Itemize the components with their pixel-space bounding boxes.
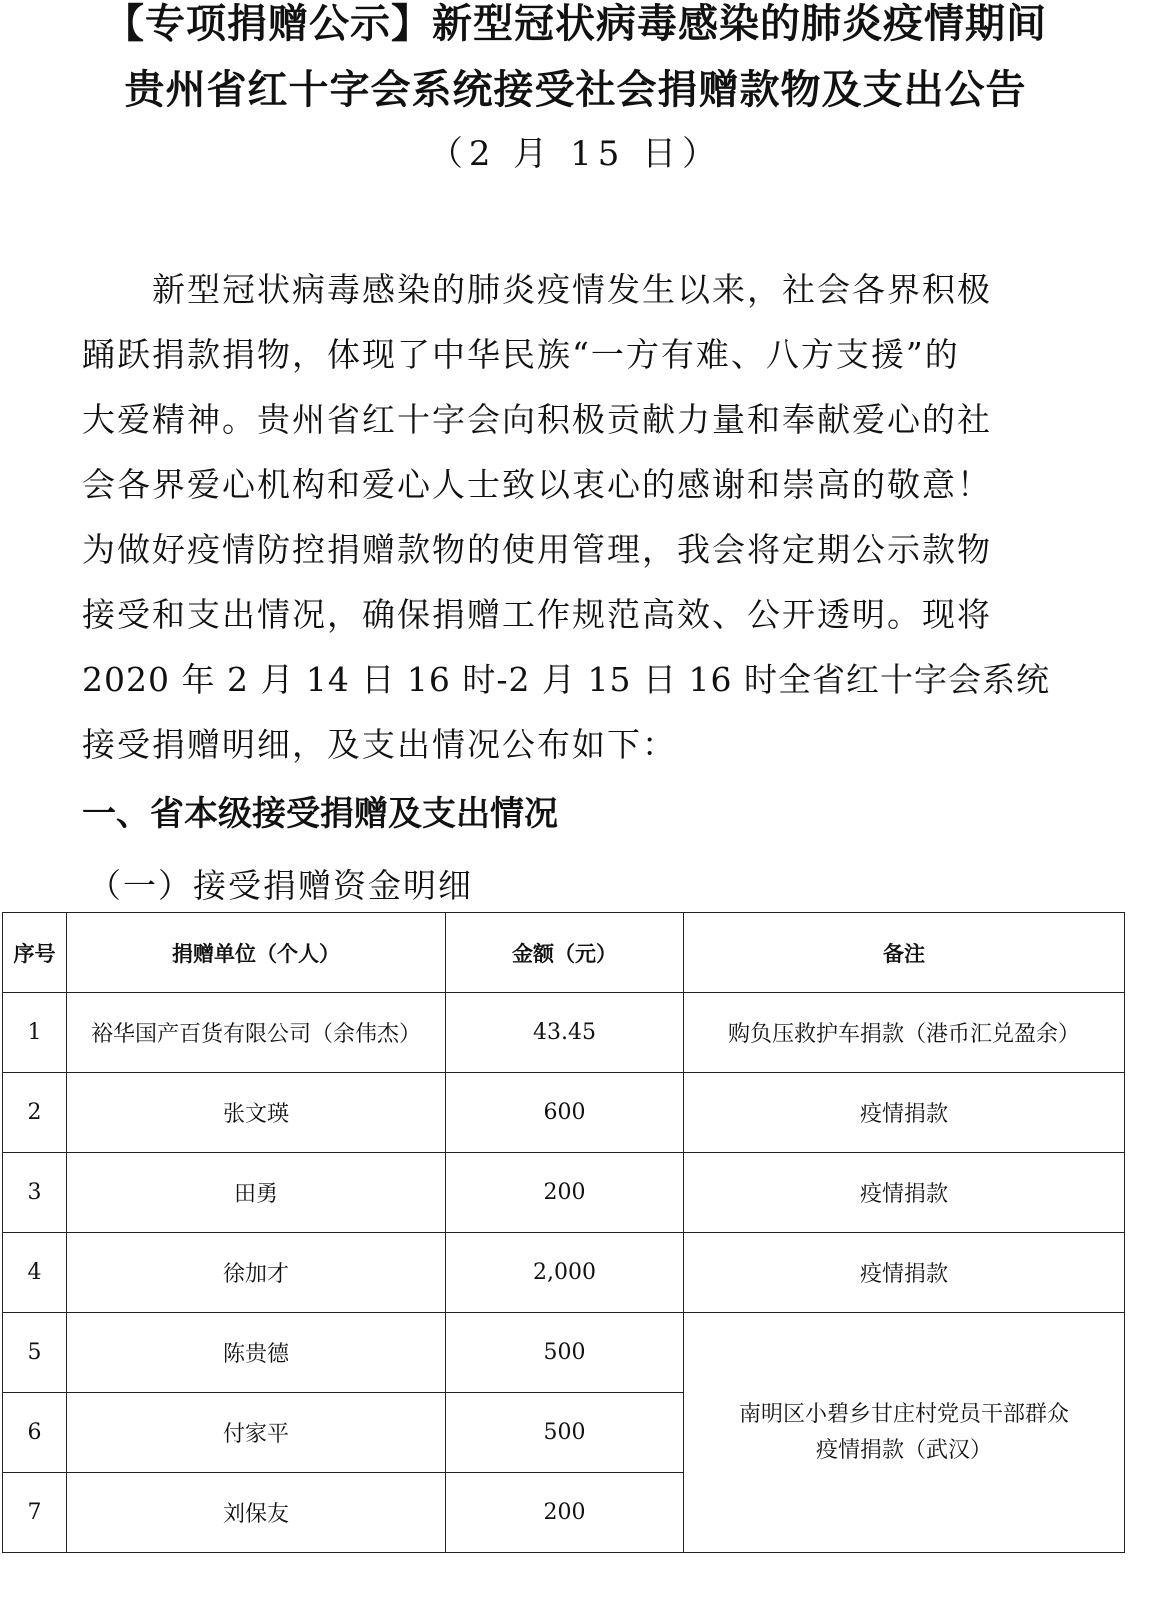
cell-donor: 刘保友 [67, 1473, 446, 1553]
intro-line: 为做好疫情防控捐赠款物的使用管理，我会将定期公示款物 [82, 530, 992, 569]
intro-line: 接受和支出情况，确保捐赠工作规范高效、公开透明。现将 [82, 595, 992, 634]
cell-donor: 徐加才 [67, 1233, 446, 1313]
section-subheading: （一）接受捐赠资金明细 [88, 866, 473, 905]
cell-serial-no: 4 [3, 1233, 67, 1313]
table-row [3, 1153, 1125, 1233]
intro-line: 大爱精神。贵州省红十字会向积极贡献力量和奉献爱心的社 [82, 400, 992, 439]
cell-note: 疫情捐款 [684, 1073, 1125, 1153]
cell-donor: 陈贵德 [67, 1313, 446, 1393]
cell-amount: 200 [446, 1473, 684, 1553]
cell-donor: 付家平 [67, 1393, 446, 1473]
table-row [3, 1073, 1125, 1153]
cell-donor: 田勇 [67, 1153, 446, 1233]
cell-amount: 500 [446, 1393, 684, 1473]
section-heading: 一、省本级接受捐赠及支出情况 [82, 794, 558, 834]
table-header-row [3, 913, 1125, 993]
cell-amount: 500 [446, 1313, 684, 1393]
cell-serial-no: 2 [3, 1073, 67, 1153]
cell-donor: 裕华国产百货有限公司（余伟杰） [67, 993, 446, 1073]
merged-note-line-1: 南明区小碧乡甘庄村党员干部群众 [738, 1401, 1069, 1427]
intro-line: 2020 年 2 月 14 日 16 时-2 月 15 日 16 时全省红十字会系统 [82, 660, 1050, 699]
cell-note: 疫情捐款 [684, 1233, 1125, 1313]
cell-note: 疫情捐款 [684, 1153, 1125, 1233]
table-row [3, 1233, 1125, 1313]
table-row [3, 1313, 1125, 1393]
document-title-line-1: 【专项捐赠公示】新型冠状病毒感染的肺炎疫情期间 [104, 1, 1047, 47]
donation-table [2, 912, 1125, 1553]
intro-line: 踊跃捐款捐物，体现了中华民族“一方有难、八方支援”的 [82, 335, 960, 374]
header-amount: 金额（元） [446, 913, 684, 993]
header-donor: 捐赠单位（个人） [67, 913, 446, 993]
cell-note: 购负压救护车捐款（港币汇兑盈余） [684, 993, 1125, 1073]
cell-serial-no: 6 [3, 1393, 67, 1473]
cell-amount: 2,000 [446, 1233, 684, 1313]
cell-serial-no: 7 [3, 1473, 67, 1553]
cell-serial-no: 5 [3, 1313, 67, 1393]
header-note: 备注 [684, 913, 1125, 993]
cell-serial-no: 1 [3, 993, 67, 1073]
document-title-line-2: 贵州省红十字会系统接受社会捐赠款物及支出公告 [124, 67, 1027, 113]
cell-serial-no: 3 [3, 1153, 67, 1233]
table-row [3, 993, 1125, 1073]
cell-donor: 张文瑛 [67, 1073, 446, 1153]
intro-line: 会各界爱心机构和爱心人士致以衷心的感谢和崇高的敬意！ [82, 465, 992, 504]
header-serial-no: 序号 [3, 913, 67, 993]
merged-note-line-2: 疫情捐款（武汉） [815, 1437, 992, 1463]
document-date: （2 月 15 日） [428, 134, 723, 174]
intro-line: 接受捐赠明细，及支出情况公布如下： [82, 725, 677, 764]
intro-line: 新型冠状病毒感染的肺炎疫情发生以来，社会各界积极 [152, 270, 992, 309]
cell-amount: 43.45 [446, 993, 684, 1073]
cell-note-merged [684, 1313, 1125, 1553]
cell-amount: 200 [446, 1153, 684, 1233]
cell-amount: 600 [446, 1073, 684, 1153]
